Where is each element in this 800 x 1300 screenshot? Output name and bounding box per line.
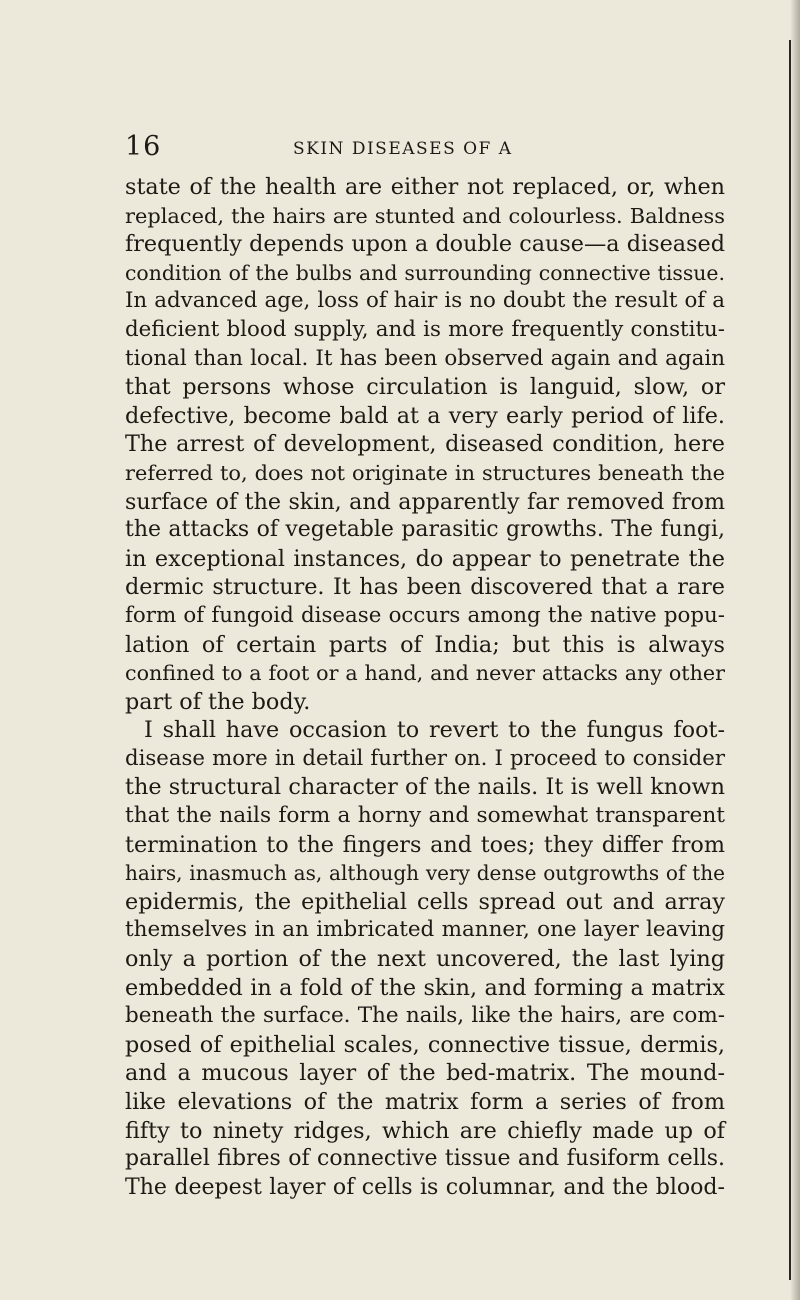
page-number: 16 bbox=[125, 131, 162, 162]
text-line: The arrest of development, diseased condition, here bbox=[125, 431, 725, 458]
text-line: form of fungoid disease occurs among the native popu- bbox=[125, 602, 725, 628]
text-line: frequently depends upon a double cause—a diseased bbox=[125, 231, 725, 258]
text-line: themselves in an imbricated manner, one layer leaving bbox=[125, 917, 725, 943]
text-line: replaced, the hairs are stunted and colourless. Baldness bbox=[125, 203, 725, 228]
text-line: disease more in detail further on. I proceed to consider bbox=[125, 745, 725, 771]
text-line: posed of epithelial scales, connective tissue, dermis, bbox=[125, 1031, 725, 1058]
page-edge-line bbox=[789, 40, 791, 1280]
text-line: the attacks of vegetable parasitic growths. The fungi, bbox=[125, 517, 725, 543]
text-line: beneath the surface. The nails, like the hairs, are com- bbox=[125, 1003, 725, 1029]
text-line: surface of the skin, and apparently far removed from bbox=[125, 488, 725, 515]
text-line: condition of the bulbs and surrounding connective tissue. bbox=[125, 260, 725, 285]
text-line: like elevations of the matrix form a series of from bbox=[125, 1089, 725, 1115]
text-line: and a mucous layer of the bed-matrix. The mound- bbox=[125, 1060, 725, 1087]
text-line: hairs, inasmuch as, although very dense outgrowths of the bbox=[125, 861, 725, 886]
text-line: deficient blood supply, and is more frequently constitu- bbox=[125, 316, 725, 342]
text-line: parallel fibres of connective tissue and fusiform cells. bbox=[125, 1146, 725, 1172]
text-line: in exceptional instances, do appear to penetrate the bbox=[125, 545, 725, 572]
text-line: tional than local. It has been observed again and again bbox=[125, 345, 725, 371]
text-line: embedded in a fold of the skin, and forming a matrix bbox=[125, 974, 725, 1001]
text-line: state of the health are either not replaced, or, when bbox=[125, 174, 725, 200]
running-head: SKIN DISEASES OF A bbox=[293, 139, 513, 159]
text-line: that the nails form a horny and somewhat transparent bbox=[125, 803, 725, 829]
text-line: termination to the fingers and toes; they differ from bbox=[125, 831, 725, 858]
text-line: lation of certain parts of India; but this is always bbox=[125, 631, 725, 658]
text-line: the structural character of the nails. It is well known bbox=[125, 774, 725, 801]
text-line: part of the body. bbox=[125, 688, 311, 715]
page-edge-shadow bbox=[790, 0, 800, 1300]
text-line: referred to, does not originate in structures beneath the bbox=[125, 460, 725, 485]
text-line: I shall have occasion to revert to the fungus foot- bbox=[144, 717, 725, 744]
text-line: dermic structure. It has been discovered that a rare bbox=[125, 574, 725, 601]
text-line: In advanced age, loss of hair is no doubt the result of a bbox=[125, 288, 725, 314]
page-header bbox=[125, 132, 665, 168]
text-line: that persons whose circulation is languid, slow, or bbox=[125, 374, 725, 401]
body-text bbox=[125, 173, 725, 1202]
text-line: fifty to ninety ridges, which are chiefly made up of bbox=[125, 1117, 725, 1144]
text-line: confined to a foot or a hand, and never attacks any other bbox=[125, 661, 725, 686]
text-line: only a portion of the next uncovered, the last lying bbox=[125, 946, 725, 973]
text-line: defective, become bald at a very early period of life. bbox=[125, 402, 725, 429]
text-line: epidermis, the epithelial cells spread out and array bbox=[125, 888, 725, 915]
text-line: The deepest layer of cells is columnar, and the blood- bbox=[125, 1174, 725, 1200]
